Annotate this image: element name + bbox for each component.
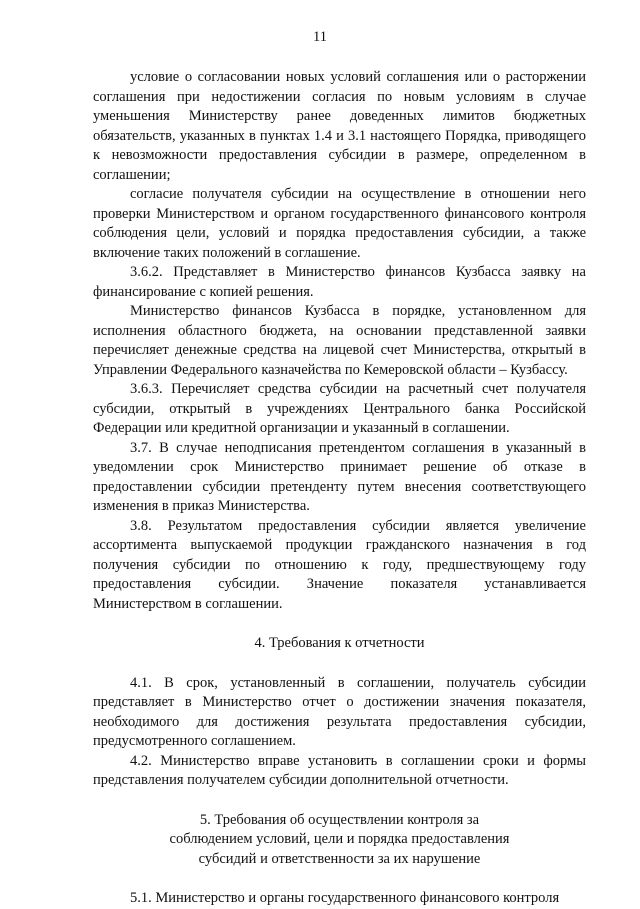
- paragraph-recipient-consent: согласие получателя субсидии на осуществление в отношении него проверки Министерством и органом государственного финансового контроля соблюдения цели, условий и порядка предоставления субсидии, а также включение таких положений в соглашение.: [93, 186, 586, 261]
- section-5-heading-line: соблюдением условий, цели и порядка предоставления: [169, 831, 510, 847]
- paragraph-4-2: 4.2. Министерство вправе установить в соглашении сроки и формы представления получателем субсидии дополнительной отчетности.: [93, 752, 586, 788]
- paragraph-3-7: 3.7. В случае неподписания претендентом соглашения в указанный в уведомлении срок Министерство принимает решение об отказе в предоставлении субсидии претенденту путем внесения соответствующего изменения в приказ Министерства.: [93, 439, 586, 514]
- paragraph-3-6-3: 3.6.3. Перечисляет средства субсидии на расчетный счет получателя субсидии, открытый в учреждениях Центрального банка Российской Федерации или кредитной организации и указанный в соглашении.: [93, 381, 586, 436]
- section-5-heading-line: субсидий и ответственности за их нарушение: [198, 850, 481, 867]
- paragraph-3-6-2: 3.6.2. Представляет в Министерство финансов Кузбасса заявку на финансирование с копией решения.: [93, 264, 586, 300]
- section-5-heading-line: 5. Требования об осуществлении контроля за: [199, 811, 480, 828]
- paragraph-5-1: 5.1. Министерство и органы государственного финансового контроля: [130, 890, 560, 906]
- document-body: [93, 68, 586, 909]
- page-number: 11: [313, 29, 327, 45]
- section-5-heading: [93, 811, 586, 870]
- paragraph-3-8: 3.8. Результатом предоставления субсидии является увеличение ассортимента выпускаемой продукции гражданского назначения в год получения субсидии по отношению к году, предшествующему году предоставления субсидии. Значение показателя устанавливается Министерством в соглашении.: [93, 517, 586, 612]
- section-4-heading: 4. Требования к отчетности: [254, 635, 425, 651]
- paragraph-4-1: 4.1. В срок, установленный в соглашении, получатель субсидии представляет в Министерство отчет о достижении значения показателя, необходимого для достижения результата предоставления субсидии, предусмотренного соглашением.: [93, 674, 586, 749]
- paragraph-finance-ministry-transfer: Министерство финансов Кузбасса в порядке, установленном для исполнения областного бюджета, на основании представленной заявки перечисляет денежные средства на лицевой счет Министерства, открытый в Управлении Федерального казначейства по Кемеровской области – Кузбассу.: [93, 303, 586, 378]
- paragraph-agreement-terms-condition: условие о согласовании новых условий соглашения или о расторжении соглашения при недостижении согласия по новым условиям в случае уменьшения Министерству ранее доведенных лимитов бюджетных обязательств, указанных в пунктах 1.4 и 3.1 настоящего Порядка, приводящего к невозможности предоставления субсидии в размере, определенном в соглашении;: [93, 69, 586, 183]
